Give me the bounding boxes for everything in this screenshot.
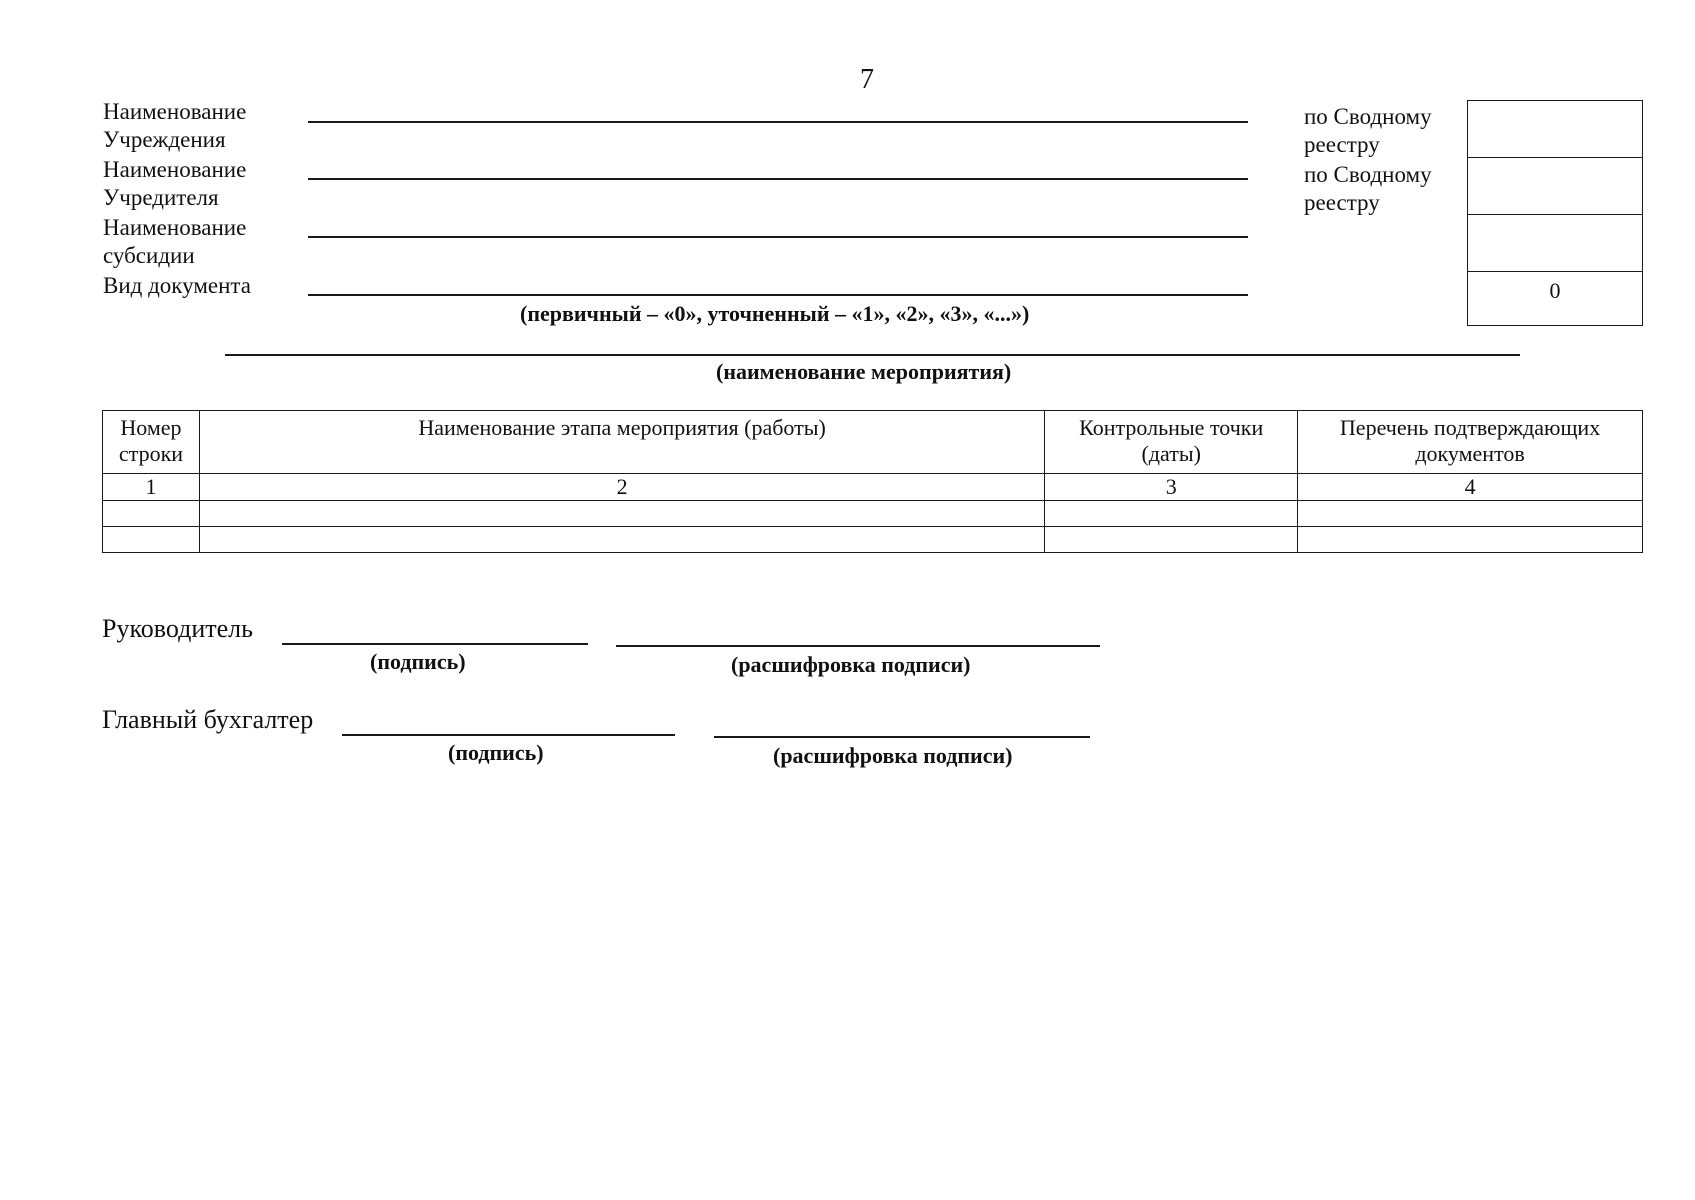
registry-label-line: реестру [1304,132,1380,157]
document-type-hint: (первичный – «0», уточненный – «1», «2», «3», «...») [520,301,1030,326]
table-header-row [103,411,1643,474]
code-cell-subsidy[interactable] [1468,215,1642,272]
registry-code-box [1467,100,1643,326]
column-number: 2 [199,474,1044,501]
registry-label-line: реестру [1304,190,1380,215]
field-label-line: Наименование [103,157,247,182]
header-row-number: Номер строки [103,411,200,474]
header-supporting-documents: Перечень подтверждающих документов [1298,411,1643,474]
table-row [103,527,1643,553]
table-cell[interactable] [1298,527,1643,553]
header-stage-name: Наименование этапа мероприятия (работы) [199,411,1044,474]
accountant-signature-line[interactable] [342,734,675,736]
table-cell[interactable] [199,501,1044,527]
registry-label-institution [1304,103,1432,159]
accountant-decryption-caption: (расшифровка подписи) [773,743,1013,768]
column-number: 1 [103,474,200,501]
head-decryption-line[interactable] [616,645,1100,647]
code-cell-founder[interactable] [1468,158,1642,215]
head-decryption-caption: (расшифровка подписи) [731,652,971,677]
field-label-subsidy [103,214,246,270]
subsidy-name-line[interactable] [308,236,1248,238]
document-type-line[interactable] [308,294,1248,296]
field-label-line: Наименование [103,215,247,240]
page-number: 7 [860,64,874,95]
field-label-document-type [103,272,251,300]
event-name-line[interactable] [225,354,1520,356]
institution-name-line[interactable] [308,121,1248,123]
table-cell[interactable] [1298,501,1643,527]
table-cell[interactable] [199,527,1044,553]
registry-label-line: по Сводному [1304,162,1432,187]
table-cell[interactable] [103,501,200,527]
field-label-institution [103,98,246,154]
stages-table [102,410,1643,553]
column-number: 4 [1298,474,1643,501]
head-signature-line[interactable] [282,643,588,645]
registry-label-founder [1304,161,1432,217]
signature-role-head: Руководитель [102,614,253,643]
head-signature-caption: (подпись) [370,649,466,674]
accountant-decryption-line[interactable] [714,736,1090,738]
column-number: 3 [1045,474,1298,501]
field-label-line: Учредителя [103,185,219,210]
registry-label-line: по Сводному [1304,104,1432,129]
column-number-row [103,474,1643,501]
header-control-points: Контрольные точки (даты) [1045,411,1298,474]
signature-role-chief-accountant: Главный бухгалтер [102,705,314,734]
field-label-line: субсидии [103,243,195,268]
event-name-caption: (наименование мероприятия) [716,359,1012,384]
code-cell-institution[interactable] [1468,101,1642,158]
accountant-signature-caption: (подпись) [448,740,544,765]
field-label-line: Вид документа [103,273,251,298]
founder-name-line[interactable] [308,178,1248,180]
code-cell-document-type[interactable]: 0 [1549,278,1561,303]
field-label-line: Учреждения [103,127,226,152]
table-cell[interactable] [103,527,200,553]
field-label-founder [103,156,246,212]
table-cell[interactable] [1045,501,1298,527]
table-cell[interactable] [1045,527,1298,553]
field-label-line: Наименование [103,99,247,124]
table-row [103,501,1643,527]
